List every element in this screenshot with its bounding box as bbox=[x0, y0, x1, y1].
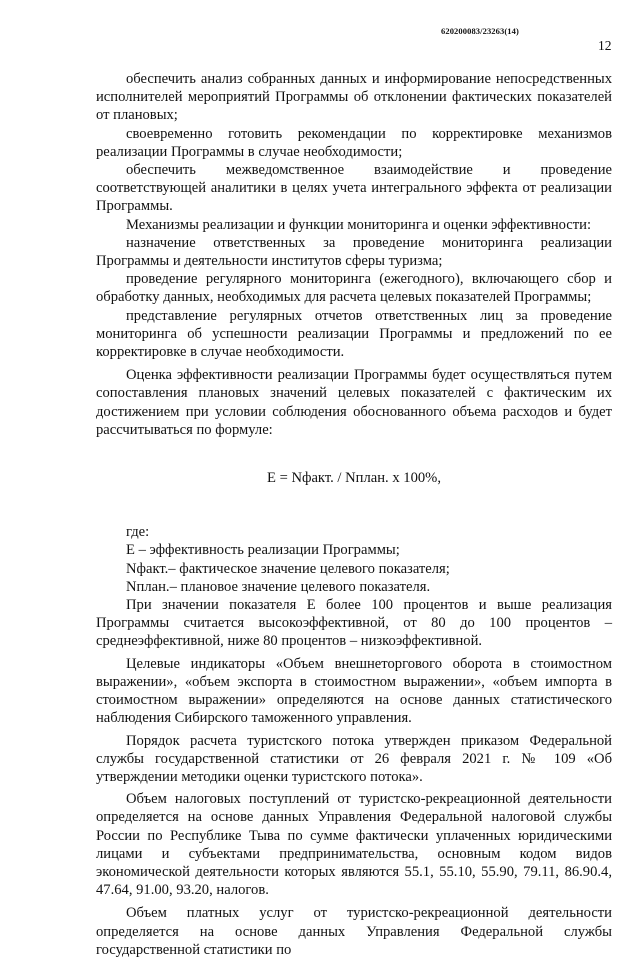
paragraph: представление регулярных отчетов ответственных лиц за проведение мониторинга об успешности реализации Программы и предложений по ее корректировке в случае необходимости. bbox=[96, 307, 612, 361]
efficiency-formula: E = Nфакт. / Nплан. x 100%, bbox=[267, 470, 441, 487]
paragraph: проведение регулярного мониторинга (ежегодного), включающего сбор и обработку данных, необходимых для расчета целевых показателей Программы; bbox=[96, 271, 612, 306]
paragraph: Порядок расчета туристского потока утвержден приказом Федеральной службы государственной статистики от 26 февраля 2021 г. № 109 «Об утверждении методики оценки туристского потока». bbox=[96, 732, 612, 785]
paragraph: своевременно готовить рекомендации по корректировке механизмов реализации Программы в случае необходимости; bbox=[96, 125, 612, 160]
legend-item: Nфакт.– фактическое значение целевого показателя; bbox=[126, 560, 450, 577]
legend-where: где: bbox=[126, 524, 150, 541]
page-number: 12 bbox=[598, 38, 612, 53]
paragraph: обеспечить межведомственное взаимодействие и проведение соответствующей аналитики в целях учета интегрального эффекта от реализации Программы. bbox=[96, 162, 612, 215]
paragraph: Оценка эффективности реализации Программы будет осуществляться путем сопоставления плановых значений целевых показателей с фактическим их достижением при условии соблюдения обоснованного объема расходов и будет рассчитываться по формуле: bbox=[96, 367, 612, 438]
paragraph: Объем налоговых поступлений от туристско-рекреационной деятельности определяется на основе данных Управления Федеральной налоговой службы России по Республике Тыва по сумме фактически уплаченных юридическими лицами и субъектами предпринимательства, основным кодом видов экономической деятельности которых являются 55.1, 55.10, 55.90, 79.11, 86.90.4, 47.64, 91.00, 93.20, налогов. bbox=[96, 791, 612, 899]
paragraph: обеспечить анализ собранных данных и информирование непосредственных исполнителей мероприятий Программы об отклонении фактических показателей от плановых; bbox=[96, 71, 612, 124]
legend-item: Nплан.– плановое значение целевого показателя. bbox=[126, 578, 431, 595]
legend-item: E – эффективность реализации Программы; bbox=[126, 542, 400, 559]
paragraph: Целевые индикаторы «Объем внешнеторгового оборота в стоимостном выражении», «объем экспорта в стоимостном выражении», «объем импорта в стоимостном выражении» определяются на основе данных статистического наблюдения Сибирского таможенного управления. bbox=[96, 655, 612, 727]
document-code: 620200083/23263(14) bbox=[441, 26, 519, 36]
paragraph: Объем платных услуг от туристско-рекреационной деятельности определяется на основе данных Управления Федеральной службы государственной статистики по bbox=[96, 905, 612, 958]
document-body bbox=[96, 70, 612, 959]
paragraph: Механизмы реализации и функции мониторинга и оценки эффективности: bbox=[126, 216, 592, 233]
paragraph: При значении показателя E более 100 процентов и выше реализация Программы считается высокоэффективной, от 80 до 100 процентов – среднеэффективной, ниже 80 процентов – низкоэффективной. bbox=[96, 597, 612, 650]
paragraph: назначение ответственных за проведение мониторинга реализации Программы и деятельности институтов сферы туризма; bbox=[96, 234, 612, 270]
